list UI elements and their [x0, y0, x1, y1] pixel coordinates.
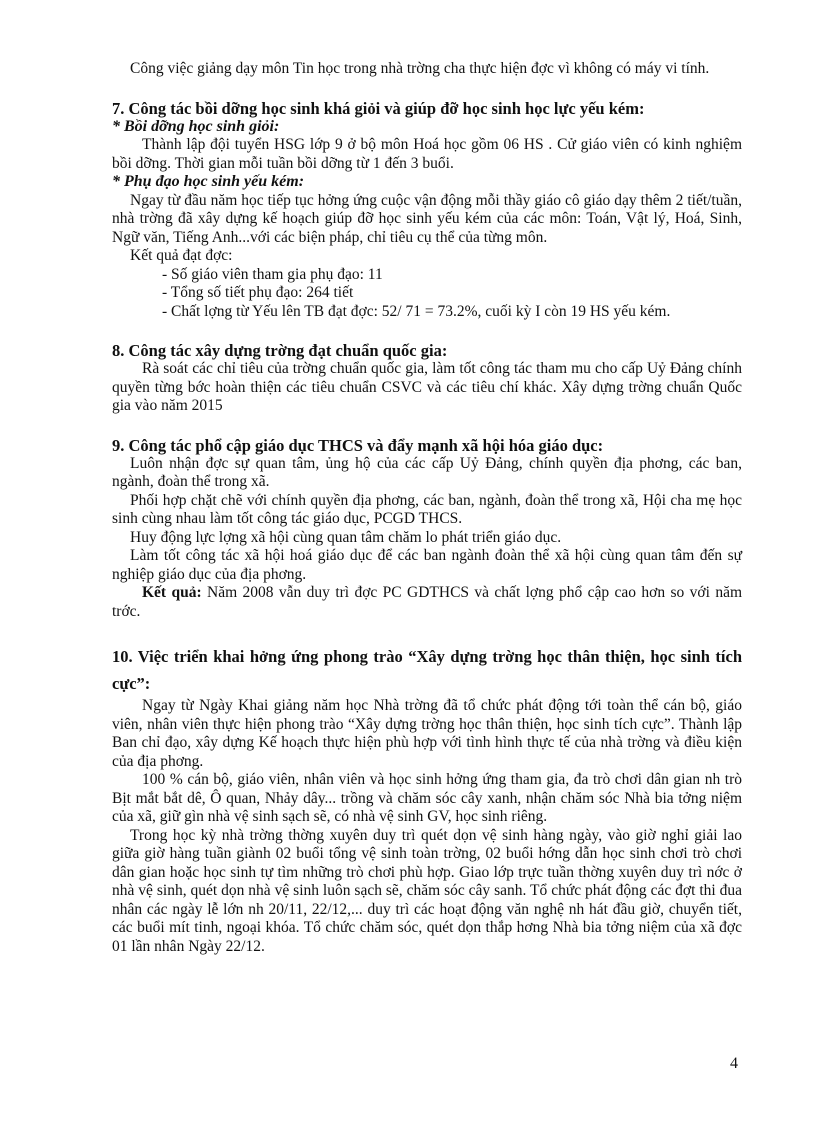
- section-7-result-label: Kết quả đạt đợc:: [130, 247, 233, 264]
- section-9-paragraph-2: Phối hợp chặt chẽ với chính quyền địa phơng, các ban, ngành, đoàn thể trong xã, Hội cha mẹ học sinh cùng nhau làm tốt công tác giáo dục, PCGD THCS.: [112, 491, 742, 527]
- section-9-result: [112, 584, 742, 621]
- section-7-paragraph-2: Ngay từ đầu năm học tiếp tục hởng ứng cuộc vận động mỗi thầy giáo cô giáo dạy thêm 2 tiết/tuần, nhà trờng đã xây dựng kế hoạch giúp đỡ học sinh yếu kém của các môn: Toán, Vật lý, Hoá, Sinh, Ngữ văn, Tiếng Anh...với các biện pháp, chỉ tiêu cụ thể của từng môn.: [112, 191, 742, 246]
- section-9-heading: 9. Công tác phổ cập giáo dục THCS và đẩy mạnh xã hội hóa giáo dục:: [112, 435, 604, 455]
- section-7-result-list: [112, 266, 742, 303]
- section-10-paragraph-2: 100 % cán bộ, giáo viên, nhân viên và học sinh hởng ứng tham gia, đa trò chơi dân gian nh trò Bịt mắt bắt dê, Ô quan, Nhảy dây... trồng và chăm sóc cây xanh, nhận chăm sóc Nhà bia tởng niệm của xã, giữ gìn nhà vệ sinh sạch sẽ, có nhà vệ sinh GV, học sinh riêng.: [112, 771, 742, 825]
- section-10-heading: 10. Việc triển khai hởng ứng phong trào “Xây dựng trờng học thân thiện, học sinh tích cực”:: [112, 647, 742, 693]
- section-9-paragraph-4: Làm tốt công tác xã hội hoá giáo dục để các ban ngành đoàn thể xã hội cùng quan tâm đến sự nghiệp giáo dục của địa phơng.: [112, 547, 742, 583]
- section-9-paragraph-3: Huy động lực lợng xã hội cùng quan tâm chăm lo phát triển giáo dục.: [130, 528, 562, 546]
- section-7-subheading-2: * Phụ đạo học sinh yếu kém:: [112, 173, 305, 190]
- section-8-heading: 8. Công tác xây dựng trờng đạt chuẩn quốc gia:: [112, 341, 448, 360]
- intro-paragraph: Công việc giảng dạy môn Tin học trong nhà trờng cha thực hiện đợc vì không có máy vi tính.: [130, 60, 710, 77]
- document-page: [112, 60, 742, 956]
- section-10-paragraph-1: Ngay từ Ngày Khai giảng năm học Nhà trờng đã tổ chức phát động tới toàn thể cán bộ, giáo viên, nhân viên thực hiện phong trào “Xây dựng trờng học thân thiện, học sinh tích cực”. Thành lập Ban chỉ đạo, xây dựng Kế hoạch thực hiện phù hợp với tình hình thực tế của nhà trờng và điều kiện của địa phơng.: [112, 697, 742, 770]
- section-8-paragraph-1: Rà soát các chỉ tiêu của trờng chuẩn quốc gia, làm tốt công tác tham mu cho cấp Uỷ Đảng chính quyền từng bớc hoàn thiện các tiêu chuẩn CSVC và các tiêu chí khác. Xây dựng trờng chuẩn Quốc gia vào năm 2015: [112, 360, 742, 414]
- section-10-paragraph-3: Trong học kỳ nhà trờng thờng xuyên duy trì quét dọn vệ sinh hàng ngày, vào giờ nghỉ giải lao giữa giờ hàng tuần giành 02 buổi tổng vệ sinh toàn trờng, 02 buổi hớng dẫn học sinh chơi trò chơi dân gian hoặc học sinh tự tìm những trò chơi phù hợp. Giao lớp trực tuần thờng xuyên duy trì nớc ở nhà vệ sinh, quét dọn nhà vệ sinh luôn sạch sẽ, chăm sóc cây sanh. Tổ chức phát động các đợt thi đua nhân các ngày lễ lớn nh 20/11, 22/12,... duy trì các hoạt động văn nghệ nh hát đầu giờ, chuyển tiết, các buổi mít tinh, ngoại khóa. Tổ chức chăm sóc, quét dọn thắp hơng Nhà bia tởng niệm của xã đợc 01 lần nhân Ngày 22/12.: [112, 826, 742, 955]
- section-9-paragraph-1: Luôn nhận đợc sự quan tâm, ủng hộ của các cấp Uỷ Đảng, chính quyền địa phơng, các ban, ngành, đoàn thể trong xã.: [112, 454, 742, 490]
- section-7-subheading-1: * Bồi dỡng học sinh giỏi:: [112, 117, 280, 135]
- result-text: Năm 2008 vẫn duy trì đợc PC GDTHCS và chất lợng phổ cập cao hơn so với năm trớc.: [112, 584, 742, 620]
- list-item: - Tổng số tiết phụ đạo: 264 tiết: [162, 284, 354, 301]
- page-number: 4: [730, 1055, 738, 1072]
- result-label: Kết quả:: [142, 584, 202, 601]
- list-item: - Số giáo viên tham gia phụ đạo: 11: [162, 265, 383, 283]
- list-item: - Chất lợng từ Yếu lên TB đạt đợc: 52/ 71 = 73.2%, cuối kỳ I còn 19 HS yếu kém.: [162, 302, 671, 320]
- section-7-paragraph-1: Thành lập đội tuyển HSG lớp 9 ở bộ môn Hoá học gồm 06 HS . Cử giáo viên có kinh nghiệm bồi dỡng. Thời gian mỗi tuần bồi dỡng từ 1 đến 3 buổi.: [112, 136, 742, 172]
- section-7-heading: 7. Công tác bồi dỡng học sinh khá giỏi và giúp đỡ học sinh học lực yếu kém:: [112, 98, 645, 118]
